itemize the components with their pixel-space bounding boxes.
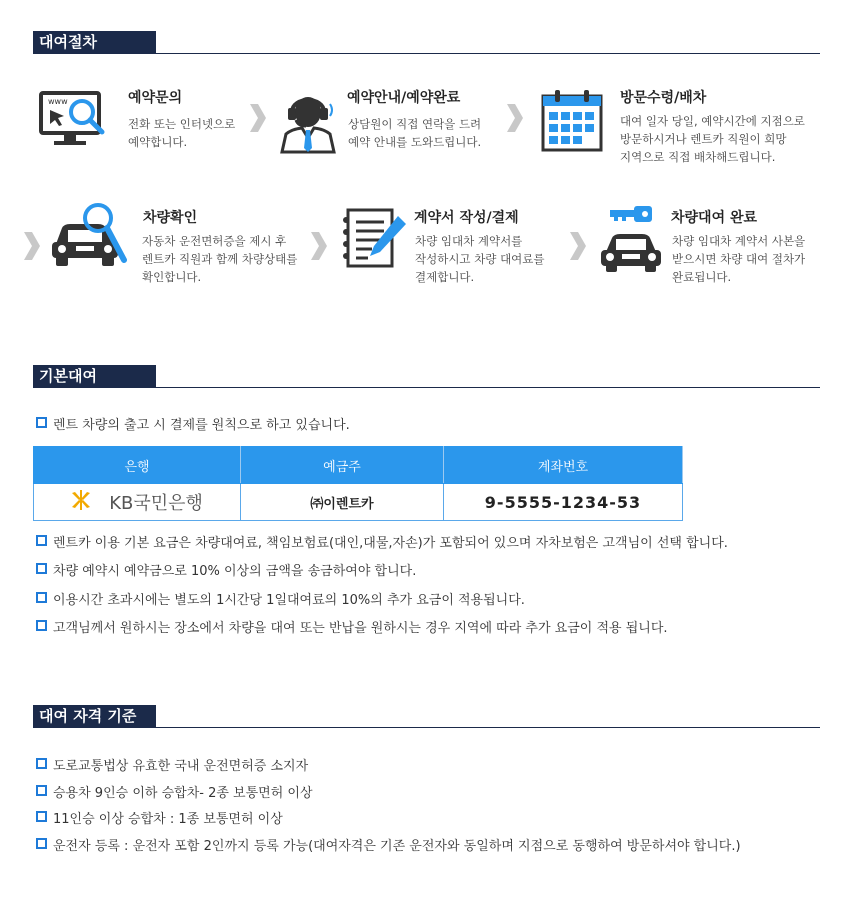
- car-inspect-icon: [48, 200, 132, 270]
- bullet-icon: [36, 417, 47, 428]
- step-title: 차량확인: [143, 210, 198, 226]
- bullet-icon: [36, 785, 47, 796]
- bullet-icon: [36, 811, 47, 822]
- list-item: 운전자 등록 : 운전자 포함 2인까지 등록 가능(대여자격은 기존 운전자와 동일하며 지점으로 동행하여 방문하셔야 합니다.): [36, 835, 741, 854]
- section-title: 대여절차: [33, 31, 156, 53]
- bullet-icon: [36, 620, 47, 631]
- bank-name: KB국민은행: [109, 493, 203, 514]
- account-cell: 9-5555-1234-53: [444, 484, 683, 521]
- computer-search-icon: [38, 90, 108, 152]
- section-title: 대여 자격 기준: [33, 705, 156, 727]
- table-header: 은행: [34, 447, 241, 484]
- table-header: 예금주: [241, 447, 444, 484]
- step-desc: 상담원이 직접 연락을 드려 예약 안내를 도와드립니다.: [348, 117, 482, 149]
- step-title: 방문수령/배차: [620, 90, 707, 106]
- step-desc: 차량 임대차 계약서를 작성하시고 차량 대여료를 결제합니다.: [415, 234, 545, 284]
- list-item: 도로교통법상 유효한 국내 운전면허증 소지자: [36, 755, 308, 774]
- step-title: 계약서 작성/결제: [414, 210, 519, 226]
- list-item: 승용차 9인승 이하 승합차- 2종 보통면허 이상: [36, 782, 313, 801]
- list-item: 렌트카 이용 기본 요금은 차량대여료, 책임보험료(대인,대물,자손)가 포함되어 있으며 자차보험은 고객님이 선택 합니다.: [36, 532, 728, 551]
- bullet-icon: [36, 592, 47, 603]
- table-header: 계좌번호: [444, 447, 683, 484]
- contract-pen-icon: [340, 206, 408, 270]
- bullet-icon: [36, 758, 47, 769]
- list-item: 렌트 차량의 출고 시 결제를 원칙으로 하고 있습니다.: [36, 414, 350, 433]
- list-item: 고객님께서 원하시는 장소에서 차량을 대여 또는 반납을 원하시는 경우 지역에 따라 추가 요금이 적용 됩니다.: [36, 617, 668, 636]
- operator-headset-icon: [278, 86, 338, 154]
- list-item: 이용시간 초과시에는 별도의 1시간당 1일대여료의 10%의 추가 요금이 적용됩니다.: [36, 589, 525, 608]
- svg-text:www: www: [48, 97, 68, 106]
- calendar-icon: [541, 88, 603, 152]
- step-title: 예약안내/예약완료: [347, 90, 461, 106]
- bank-account-table: [33, 446, 683, 521]
- chevron-right-icon: [568, 232, 586, 260]
- bullet-icon: [36, 838, 47, 849]
- table-row: [34, 484, 683, 521]
- step-desc: 대여 일자 당일, 예약시간에 지점으로 방문하시거나 렌트카 직원이 희망 지역으로 직접 배차해드립니다.: [620, 114, 805, 164]
- list-item: 11인승 이상 승합차 : 1종 보통면허 이상: [36, 808, 283, 827]
- table-header-row: [34, 447, 683, 484]
- bullet-icon: [36, 535, 47, 546]
- bullet-icon: [36, 563, 47, 574]
- step-desc: 전화 또는 인터넷으로 예약합니다.: [128, 117, 236, 149]
- chevron-right-icon: [309, 232, 327, 260]
- chevron-right-icon: [248, 104, 266, 132]
- chevron-right-icon: [505, 104, 523, 132]
- step-title: 예약문의: [128, 90, 183, 106]
- step-desc: 차량 임대차 계약서 사본을 받으시면 차량 대여 절차가 완료됩니다.: [672, 234, 806, 284]
- chevron-right-icon: [22, 232, 40, 260]
- section-header-qualification: [33, 705, 820, 728]
- step-desc: 자동차 운전면허증을 제시 후 렌트카 직원과 함께 차량상태를 확인합니다.: [142, 234, 298, 284]
- list-item: 차량 예약시 예약금으로 10% 이상의 금액을 송금하여야 합니다.: [36, 560, 416, 579]
- owner-cell: ㈜이렌트카: [241, 484, 444, 521]
- section-header-basic-rental: [33, 365, 820, 388]
- section-title: 기본대여: [33, 365, 156, 387]
- kb-logo-icon: [71, 490, 105, 514]
- step-title: 차량대여 완료: [671, 210, 758, 226]
- bank-cell: [34, 484, 241, 521]
- section-header-procedure: [33, 31, 820, 54]
- car-key-icon: [598, 206, 664, 274]
